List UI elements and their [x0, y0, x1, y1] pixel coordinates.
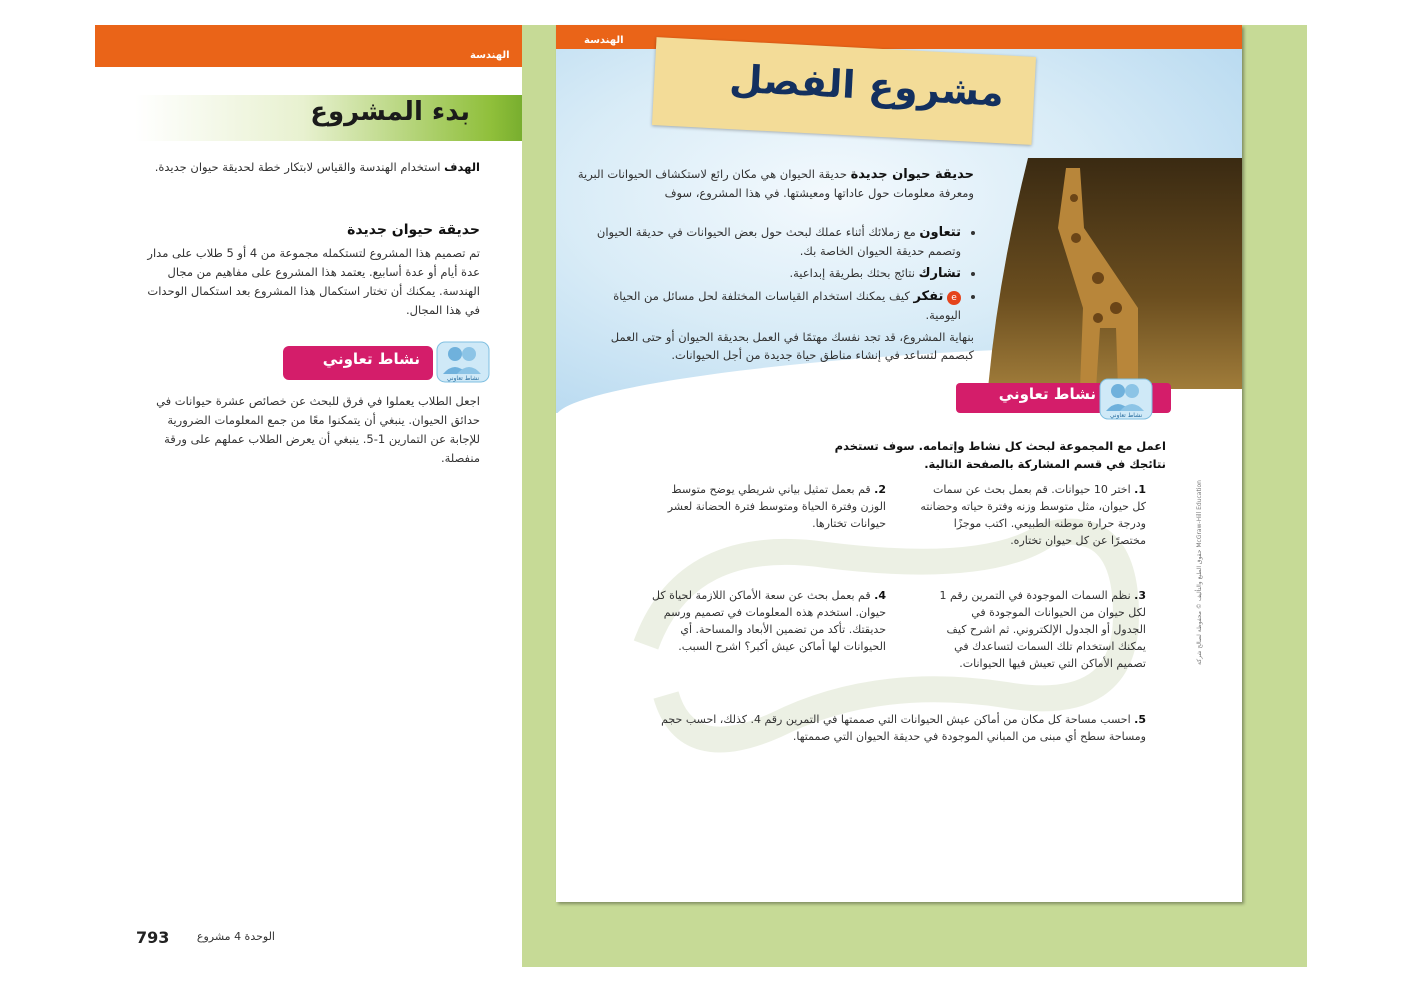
- goal-label: الهدف: [444, 160, 480, 174]
- bullet-text: كيف يمكنك استخدام القياسات المختلفة لحل مسائل من الحياة اليومية.: [613, 289, 961, 322]
- bullet-bold: تشارك: [918, 266, 961, 281]
- exercise-item: [916, 481, 1146, 549]
- coop-paragraph: اجعل الطلاب يعملوا في فرق للبحث عن خصائص عشرة حيوانات في حدائق الحيوان. ينبغي أن يتمكنوا معًا من جمع المعلومات الضرورية للإجابة عن التمارين 1-5. ينبغي أن يعرض الطلاب عملهم على ورقة منفصلة.: [156, 394, 480, 465]
- student-page: [556, 25, 1242, 902]
- coop-banner-label: نشاط تعاوني: [998, 385, 1096, 403]
- intro-bold: حديقة حيوان جديدة: [850, 167, 974, 182]
- exercise-number: 4.: [874, 589, 886, 602]
- chapter-title: مشروع الفصل: [728, 56, 1005, 115]
- people-icon: [435, 340, 491, 388]
- bullet-list: [586, 223, 975, 328]
- page-number: 793: [136, 928, 170, 947]
- bullet-item: [586, 287, 961, 324]
- giraffe-photo: [988, 158, 1242, 389]
- people-icon: [1098, 377, 1154, 425]
- intro-text: حديقة الحيوان هي مكان رائع لاستكشاف الحيوانات البرية ومعرفة معلومات حول عاداتها ومعيشتها. في هذا المشروع، سوف: [577, 167, 974, 200]
- exercise-text: قم بعمل تمثيل بياني شريطي يوضح متوسط الوزن وفترة الحياة ومتوسط فترة الحضانة لعشر حيوانات تختارها.: [667, 483, 886, 530]
- coop-icon-caption: نشاط تعاوني: [446, 375, 480, 382]
- bullet-bold: تفكر: [913, 289, 944, 304]
- instructions: اعمل مع المجموعة لبحث كل نشاط وإتمامه. سوف تستخدم نتائجك في قسم المشاركة بالصفحة التالية.: [834, 439, 1166, 471]
- exercise-number: 1.: [1134, 483, 1146, 496]
- exercise-item: [646, 587, 886, 655]
- footer-unit: الوحدة 4 مشروع: [196, 930, 275, 943]
- exercise-text: احسب مساحة كل مكان من أماكن عيش الحيوانات التي صممتها في التمرين رقم 4. كذلك، احسب حجم ومساحة سطح أي مبنى من المباني الموجودة في حديقة الحيوان التي صممتها.: [661, 713, 1146, 743]
- bullet-text: مع زملائك أثناء عملك لبحث حول بعض الحيوانات في حديقة الحيوان وتصمم حديقة الحيوان الخاصة بك.: [596, 225, 961, 258]
- goal-paragraph: [140, 158, 480, 177]
- left-section-label: الهندسة: [470, 50, 510, 61]
- exercise-number: 5.: [1134, 713, 1146, 726]
- exercise-text: نظم السمات الموجودة في التمرين رقم 1 لكل حيوان من الحيوانات الموجودة في الجدول أو الجدول الإلكتروني. ثم اشرح كيف يمكنك استخدام تلك السمات لتساعدك في تصميم الأماكن التي تعيش فيها الحيوانات.: [939, 589, 1146, 670]
- exercise-text: قم بعمل بحث عن سعة الأماكن اللازمة لحياة كل حيوان. استخدم هذه المعلومات في تصميم ورسم حديقتك. تأكد من تضمين الأبعاد والمساحة. أي الحيوانات لها أماكن عيش أكبر؟ اشرح السبب.: [652, 589, 886, 653]
- exercise-number: 2.: [874, 483, 886, 496]
- exercise-item: [656, 481, 886, 532]
- exercise-item: [656, 711, 1146, 745]
- end-paragraph: بنهاية المشروع، قد تجد نفسك مهتمًا في العمل بحديقة الحيوان أو حتى العمل كبصمم لتساعد في إنشاء مناطق حياة جديدة من أجل الحيوانات.: [610, 330, 974, 362]
- page-title: بدء المشروع: [310, 97, 470, 127]
- intro-paragraph: [576, 165, 974, 202]
- exercise-number: 3.: [1134, 589, 1146, 602]
- bullet-bold: تتعاون: [919, 225, 961, 240]
- bullet-item: [586, 223, 961, 260]
- bullet-item: [586, 264, 961, 283]
- goal-text: استخدام الهندسة والقياس لابتكار خطة لحديقة حيوان جديدة.: [154, 160, 441, 174]
- coop-icon-caption: نشاط تعاوني: [1109, 412, 1143, 419]
- coop-banner-label: نشاط تعاوني: [322, 350, 420, 368]
- sub-heading: حديقة حيوان جديدة: [347, 222, 480, 238]
- exercise-item: [936, 587, 1146, 672]
- page-section-label: الهندسة: [584, 35, 624, 46]
- copyright-note: حقوق الطبع والتأليف © محفوظة لصالح شركة McGraw-Hill Education: [1196, 480, 1203, 665]
- bullet-text: نتائج بحثك بطريقة إبداعية.: [789, 266, 915, 280]
- sub-paragraph: تم تصميم هذا المشروع لتستكمله مجموعة من 4 أو 5 طلاب على مدار عدة أيام أو عدة أسابيع. يعتمد هذا المشروع على مفاهيم من مجال الهندسة. يمكنك أن تختار استكمال هذا المشروع بعد استكمال الوحدات في هذا المجال.: [147, 246, 480, 317]
- exercise-text: اختر 10 حيوانات. قم بعمل بحث عن سمات كل حيوان، مثل متوسط وزنه وفترة حياته وحضانته ودرجة حرارة موطنه الطبيعي. اكتب موجزًا مختصرًا عن كل حيوان تختاره.: [920, 483, 1146, 547]
- think-icon: e: [947, 291, 961, 305]
